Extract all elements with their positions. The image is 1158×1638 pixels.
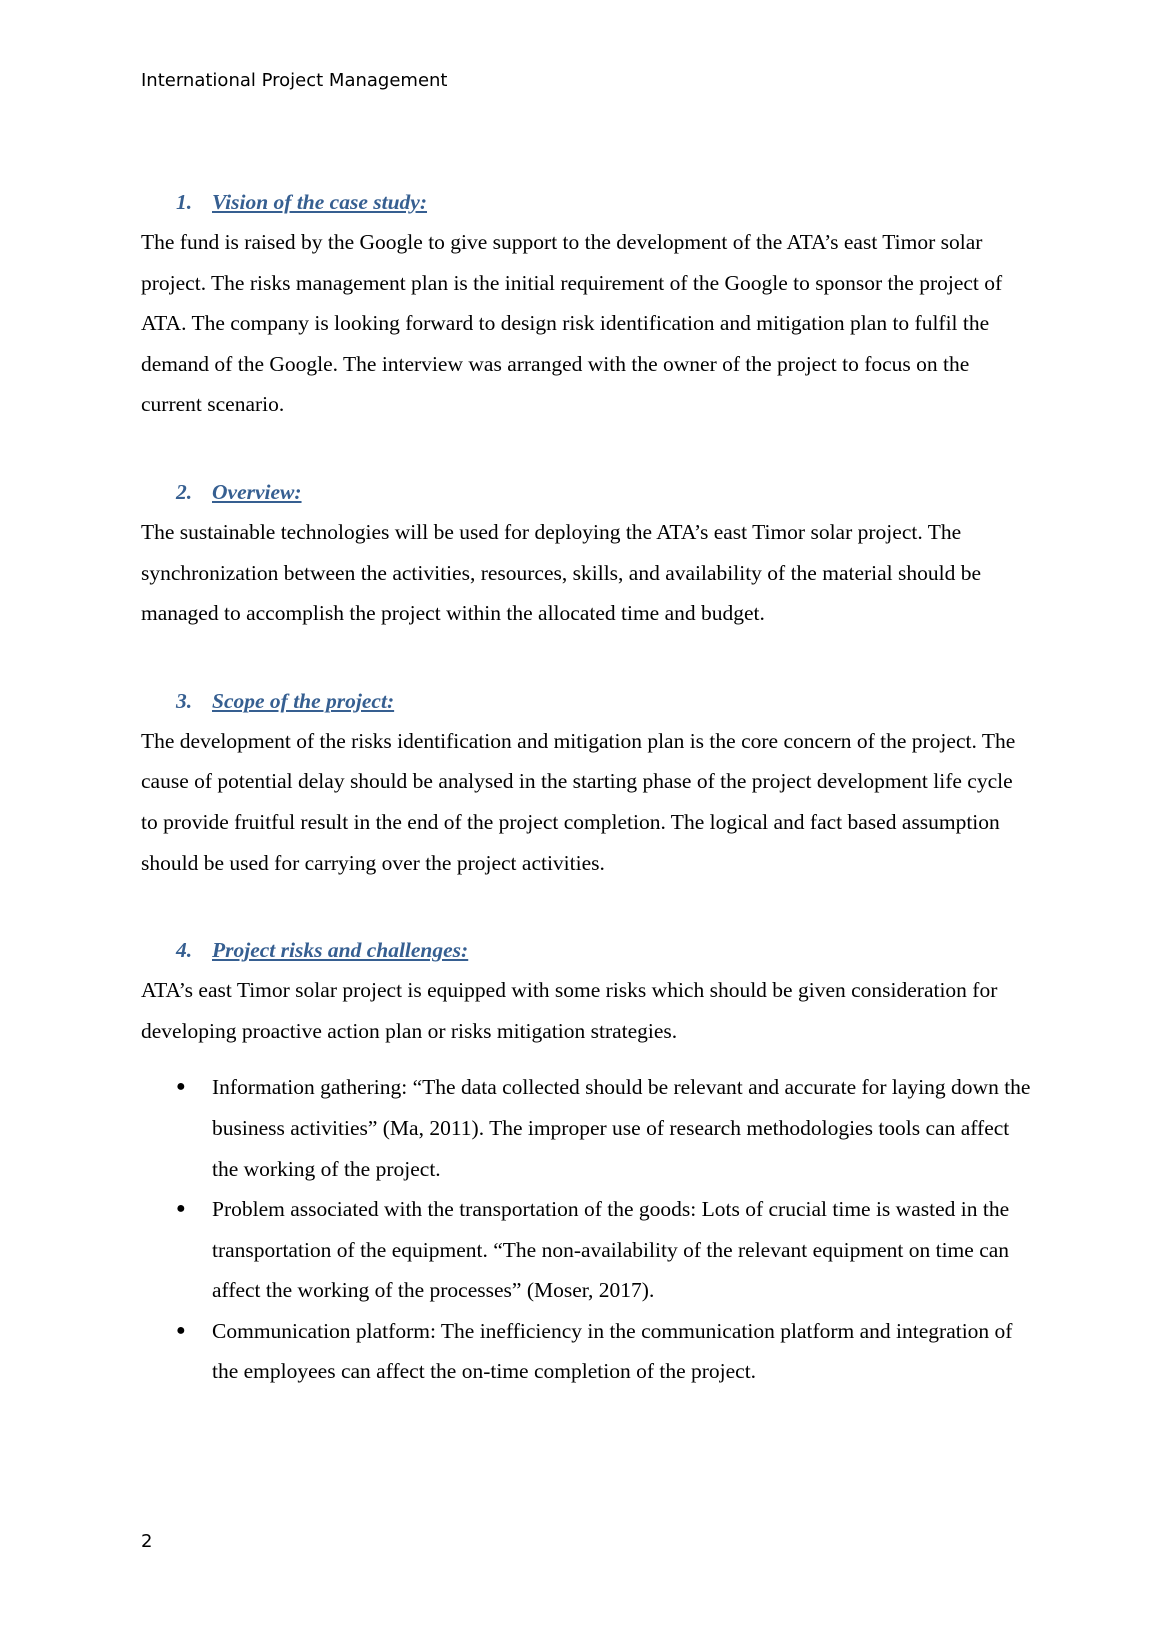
section-title: Scope of the project: bbox=[212, 688, 395, 713]
section-heading-scope bbox=[141, 681, 1031, 721]
list-item-text: Problem associated with the transportation of the goods: Lots of crucial time is wasted in the transportation of the equipment. “The non-availability of the relevant equipment on time can affect the working of the processes” (Moser, 2017). bbox=[212, 1197, 1010, 1303]
section-number: 2. bbox=[176, 479, 193, 504]
section-paragraph-scope: The development of the risks identification and mitigation plan is the core concern of the project. The cause of potential delay should be analysed in the starting phase of the project development life cycle to provide fruitful result in the end of the project completion. The logical and fact based assumption should be used for carrying over the project activities. bbox=[141, 728, 1016, 875]
section-paragraph-vision: The fund is raised by the Google to give support to the development of the ATA’s east Timor solar project. The risks management plan is the initial requirement of the Google to sponsor the project of ATA. The company is looking forward to design risk identification and mitigation plan to fulfil the demand of the Google. The interview was arranged with the owner of the project to focus on the current scenario. bbox=[141, 230, 1003, 417]
list-item bbox=[141, 1311, 1031, 1392]
section-paragraph-overview: The sustainable technologies will be used for deploying the ATA’s east Timor solar project. The synchronization between the activities, resources, skills, and availability of the material should be managed to accomplish the project within the allocated time and budget. bbox=[141, 519, 982, 626]
section-paragraph-risks: ATA’s east Timor solar project is equipped with some risks which should be given consideration for developing proactive action plan or risks mitigation strategies. bbox=[141, 978, 998, 1043]
bullet-icon: ● bbox=[176, 1200, 186, 1218]
section-title: Project risks and challenges: bbox=[212, 938, 469, 963]
risks-bullet-list bbox=[141, 1067, 1031, 1392]
section-heading-overview bbox=[141, 472, 1031, 512]
list-item bbox=[141, 1067, 1031, 1189]
document-body bbox=[141, 182, 1031, 1392]
section-number: 1. bbox=[176, 190, 193, 214]
list-item bbox=[141, 1189, 1031, 1311]
section-number: 3. bbox=[176, 688, 193, 713]
list-item-text: Communication platform: The inefficiency in the communication platform and integration of the employees can affect the on-time completion of the project. bbox=[212, 1318, 1013, 1384]
section-number: 4. bbox=[176, 938, 193, 963]
section-title: Overview: bbox=[212, 479, 302, 504]
section-heading-vision bbox=[141, 182, 1031, 222]
page-number: 2 bbox=[141, 1531, 153, 1552]
page-header: International Project Management bbox=[141, 70, 448, 91]
section-title: Vision of the case study: bbox=[212, 190, 428, 214]
section-heading-risks bbox=[141, 930, 1031, 970]
bullet-icon: ● bbox=[176, 1321, 186, 1339]
bullet-icon: ● bbox=[176, 1078, 186, 1096]
list-item-text: Information gathering: “The data collected should be relevant and accurate for laying down the business activities” (Ma, 2011). The improper use of research methodologies tools can affect the working of the project. bbox=[212, 1075, 1031, 1181]
